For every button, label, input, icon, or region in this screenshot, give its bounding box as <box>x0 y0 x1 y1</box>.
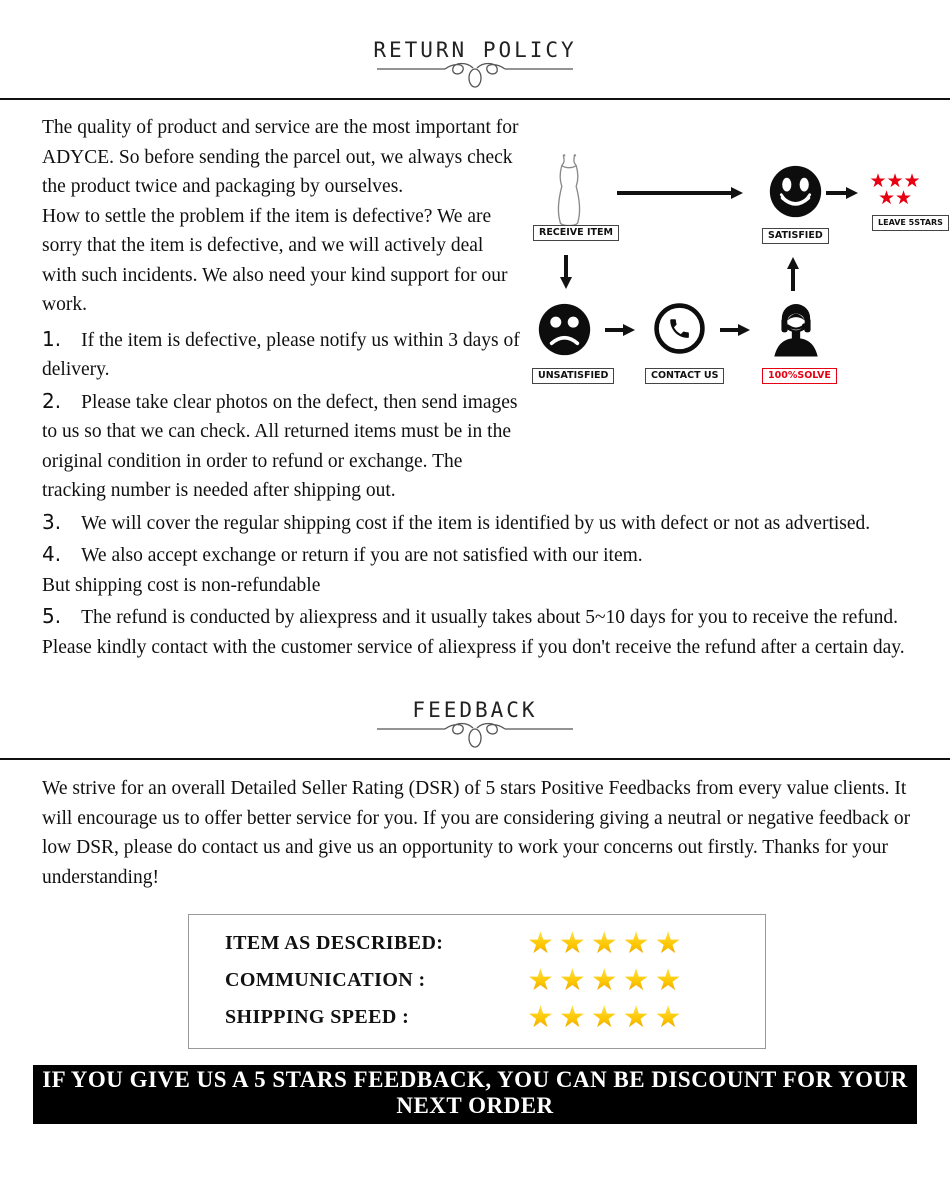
arrow-right-icon <box>720 323 750 337</box>
arrow-right-icon <box>617 186 743 200</box>
arrow-right-icon <box>826 186 858 200</box>
satisfied-label: SATISFIED <box>762 228 829 244</box>
item-number: 4. <box>42 542 62 566</box>
item-text: The refund is conducted by aliexpress and it usually takes about 5~10 days for you to receive the refund. Please kindly contact with the customer service of aliexpress if you don't receive the refund after a certain day. <box>42 607 905 658</box>
unsatisfied-label: UNSATISFIED <box>532 368 614 384</box>
table-row <box>189 999 765 1036</box>
five-gold-stars-icon: ★★★★★ <box>527 925 687 961</box>
discount-banner: IF YOU GIVE US A 5 STARS FEEDBACK, YOU CAN BE DISCOUNT FOR YOUR NEXT ORDER <box>33 1065 917 1124</box>
item-text: Please take clear photos on the defect, then send images to us so that we can check. All returned items must be in the original condition in order to refund or exchange. The tracking number is needed after shipping out. <box>42 391 518 501</box>
arrow-down-icon <box>559 255 573 289</box>
quality-paragraph: The quality of product and service are the most important for ADYCE. So before sending the parcel out, we always check the product twice and packaging by ourselves. <box>42 117 519 197</box>
list-item <box>42 508 912 539</box>
table-row <box>189 962 765 999</box>
item-number: 3. <box>42 509 62 534</box>
receive-item-label: RECEIVE ITEM <box>533 225 619 241</box>
leave-5stars-label: LEAVE 5STARS <box>872 215 949 231</box>
table-row <box>189 925 765 962</box>
arrow-right-icon <box>605 323 635 337</box>
item-number: 5. <box>42 604 62 628</box>
five-gold-stars-icon: ★★★★★ <box>527 999 687 1035</box>
red-stars-row1: ★★★ <box>869 170 921 192</box>
item-number: 2. <box>42 388 62 413</box>
flourish-ornament-icon <box>375 62 575 90</box>
settle-problem-paragraph: How to settle the problem if the item is defective? We are sorry that the item is defective, and we will actively deal with such incidents. We also need your kind support for our work. <box>42 205 508 315</box>
customer-service-agent-icon <box>771 299 821 359</box>
return-policy-content <box>42 113 943 662</box>
phone-icon <box>652 301 707 356</box>
rating-label: ITEM AS DESCRIBED: <box>225 931 444 954</box>
dsr-paragraph: We strive for an overall Detailed Seller Rating (DSR) of 5 stars Positive Feedbacks from every value clients. It will encourage us to offer better service for you. If you are considering giving a neutral or negative feedback or low DSR, please do contact us and give us an opportunity to work your concerns out firstly. Thanks for your understanding! <box>42 778 911 888</box>
dress-icon <box>551 153 587 227</box>
item-text: We will cover the regular shipping cost if the item is identified by us with defect or not as advertised. <box>81 512 871 534</box>
feedback-title: FEEDBACK <box>412 698 538 722</box>
five-red-stars-icon <box>864 170 926 209</box>
item-text-line2: But shipping cost is non-refundable <box>42 574 321 596</box>
item-number: 1. <box>42 326 62 351</box>
rating-label: COMMUNICATION : <box>225 968 426 991</box>
list-item <box>42 602 912 662</box>
satisfied-smiley-icon <box>768 164 823 219</box>
rating-label: SHIPPING SPEED : <box>225 1005 410 1028</box>
flourish-ornament-icon <box>375 722 575 750</box>
divider-feedback <box>0 758 950 760</box>
five-gold-stars-icon: ★★★★★ <box>527 962 687 998</box>
arrow-up-icon <box>786 257 800 291</box>
item-text: If the item is defective, please notify us within 3 days of delivery. <box>42 329 520 380</box>
solve-label: 100%SOLVE <box>762 368 837 384</box>
dsr-ratings-table <box>188 914 766 1049</box>
unsatisfied-sad-face-icon <box>537 302 592 357</box>
return-flow-diagram <box>522 113 943 451</box>
feedback-content <box>42 774 912 1049</box>
red-stars-row2: ★★ <box>877 187 913 209</box>
divider-top <box>0 98 950 100</box>
feedback-header <box>0 662 950 750</box>
contact-us-label: CONTACT US <box>645 368 724 384</box>
return-policy-title: RETURN POLICY <box>373 38 577 62</box>
return-policy-header <box>0 0 950 90</box>
list-item <box>42 540 912 600</box>
item-text: We also accept exchange or return if you are not satisfied with our item. <box>81 545 643 566</box>
